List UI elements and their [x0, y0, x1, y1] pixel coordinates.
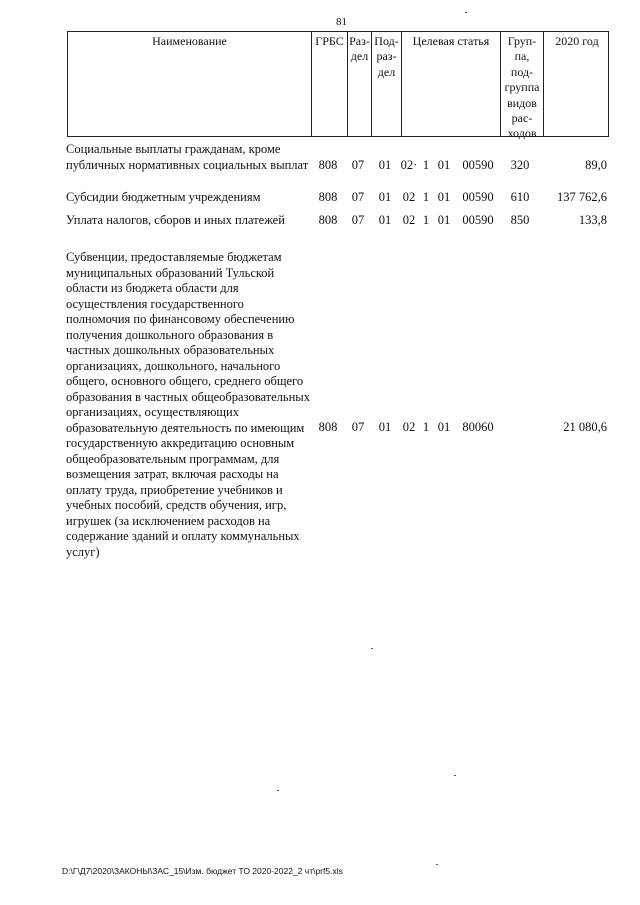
- row-expense-group: 320: [510, 157, 530, 172]
- row-target-program: 02: [402, 213, 416, 227]
- row-target-event: 01: [437, 157, 451, 172]
- row-target-code: 80060: [462, 420, 494, 434]
- file-path-footer: D:\Г\Д7\2020\ЗАКОНЫ\ЗАС_15\Изм. бюджет ТО 2020-2022_2 чт\prf5.xls: [62, 866, 343, 876]
- row-target-event: 01: [437, 420, 451, 434]
- row-expense-group: 610: [510, 190, 530, 204]
- row-target-subprogram: 1: [422, 190, 430, 204]
- row-amount: 133,8: [578, 213, 607, 227]
- header-target-article: Целевая статья: [412, 34, 490, 48]
- header-section: Раз- дел: [349, 34, 370, 64]
- header-name: Наименование: [152, 34, 227, 48]
- row-amount: 21 080,6: [563, 420, 607, 434]
- row-grbs: 808: [318, 190, 338, 204]
- row-target-program: 02·: [400, 157, 418, 172]
- row-name: Субвенции, предоставляемые бюджетам муниципальных образований Тульской области из бюджета области для осуществления государственного полномочия по финансовому обеспечению получения дошкольного образования в частных дошкольных образовательных организациях, дошкольного, начального общего, основного общего, среднего общего образования в частных общеобразовательных организациях, осуществляющих образовательную деятельность по имеющим государственную аккредитацию основным общеобразовательным программам, для возмещения затрат, включая расходы на оплату труда, приобретение учебников и учебных пособий, средств обучения, игр, игрушек (за исключением расходов на содержание зданий и оплату коммунальных услуг): [66, 250, 310, 559]
- row-target-program: 02: [402, 190, 416, 204]
- header-subsection: Под- раз- дел: [374, 34, 399, 79]
- row-target-event: 01: [437, 213, 451, 227]
- row-subsection: 01: [378, 190, 392, 204]
- row-subsection: 01: [378, 213, 392, 227]
- row-target-subprogram: 1: [422, 157, 430, 172]
- row-amount: 89,0: [585, 157, 607, 172]
- row-name: Социальные выплаты гражданам, кроме публичных нормативных социальных выплат: [66, 142, 309, 172]
- scan-speck: [465, 12, 467, 13]
- row-target-subprogram: 1: [422, 213, 430, 227]
- table-header: [67, 31, 609, 141]
- row-target-code: 00590: [462, 213, 494, 227]
- header-year: 2020 год: [555, 34, 599, 48]
- row-section: 07: [351, 157, 365, 172]
- scan-speck: [454, 775, 456, 776]
- row-name: Субсидии бюджетным учреждениям: [66, 190, 261, 204]
- row-subsection: 01: [378, 420, 392, 434]
- row-section: 07: [351, 420, 365, 434]
- row-grbs: 808: [318, 213, 338, 227]
- scan-speck: [371, 648, 373, 649]
- row-grbs: 808: [318, 157, 338, 172]
- row-target-code: 00590: [462, 157, 494, 172]
- row-subsection: 01: [378, 157, 392, 172]
- row-grbs: 808: [318, 420, 338, 434]
- row-section: 07: [351, 190, 365, 204]
- row-section: 07: [351, 213, 365, 227]
- row-target-event: 01: [437, 190, 451, 204]
- header-grbs: ГРБС: [315, 34, 344, 48]
- header-expense-group: Груп- па, под- группа видов рас- ходов: [504, 34, 540, 141]
- scan-speck: [436, 864, 438, 865]
- row-target-code: 00590: [462, 190, 494, 204]
- row-expense-group: 850: [510, 213, 530, 227]
- page-number: 81: [336, 16, 347, 28]
- row-amount: 137 762,6: [557, 190, 607, 204]
- scan-speck: [277, 790, 279, 791]
- row-target-subprogram: 1: [422, 420, 430, 434]
- row-target-program: 02: [402, 420, 416, 434]
- row-name: Уплата налогов, сборов и иных платежей: [66, 213, 285, 227]
